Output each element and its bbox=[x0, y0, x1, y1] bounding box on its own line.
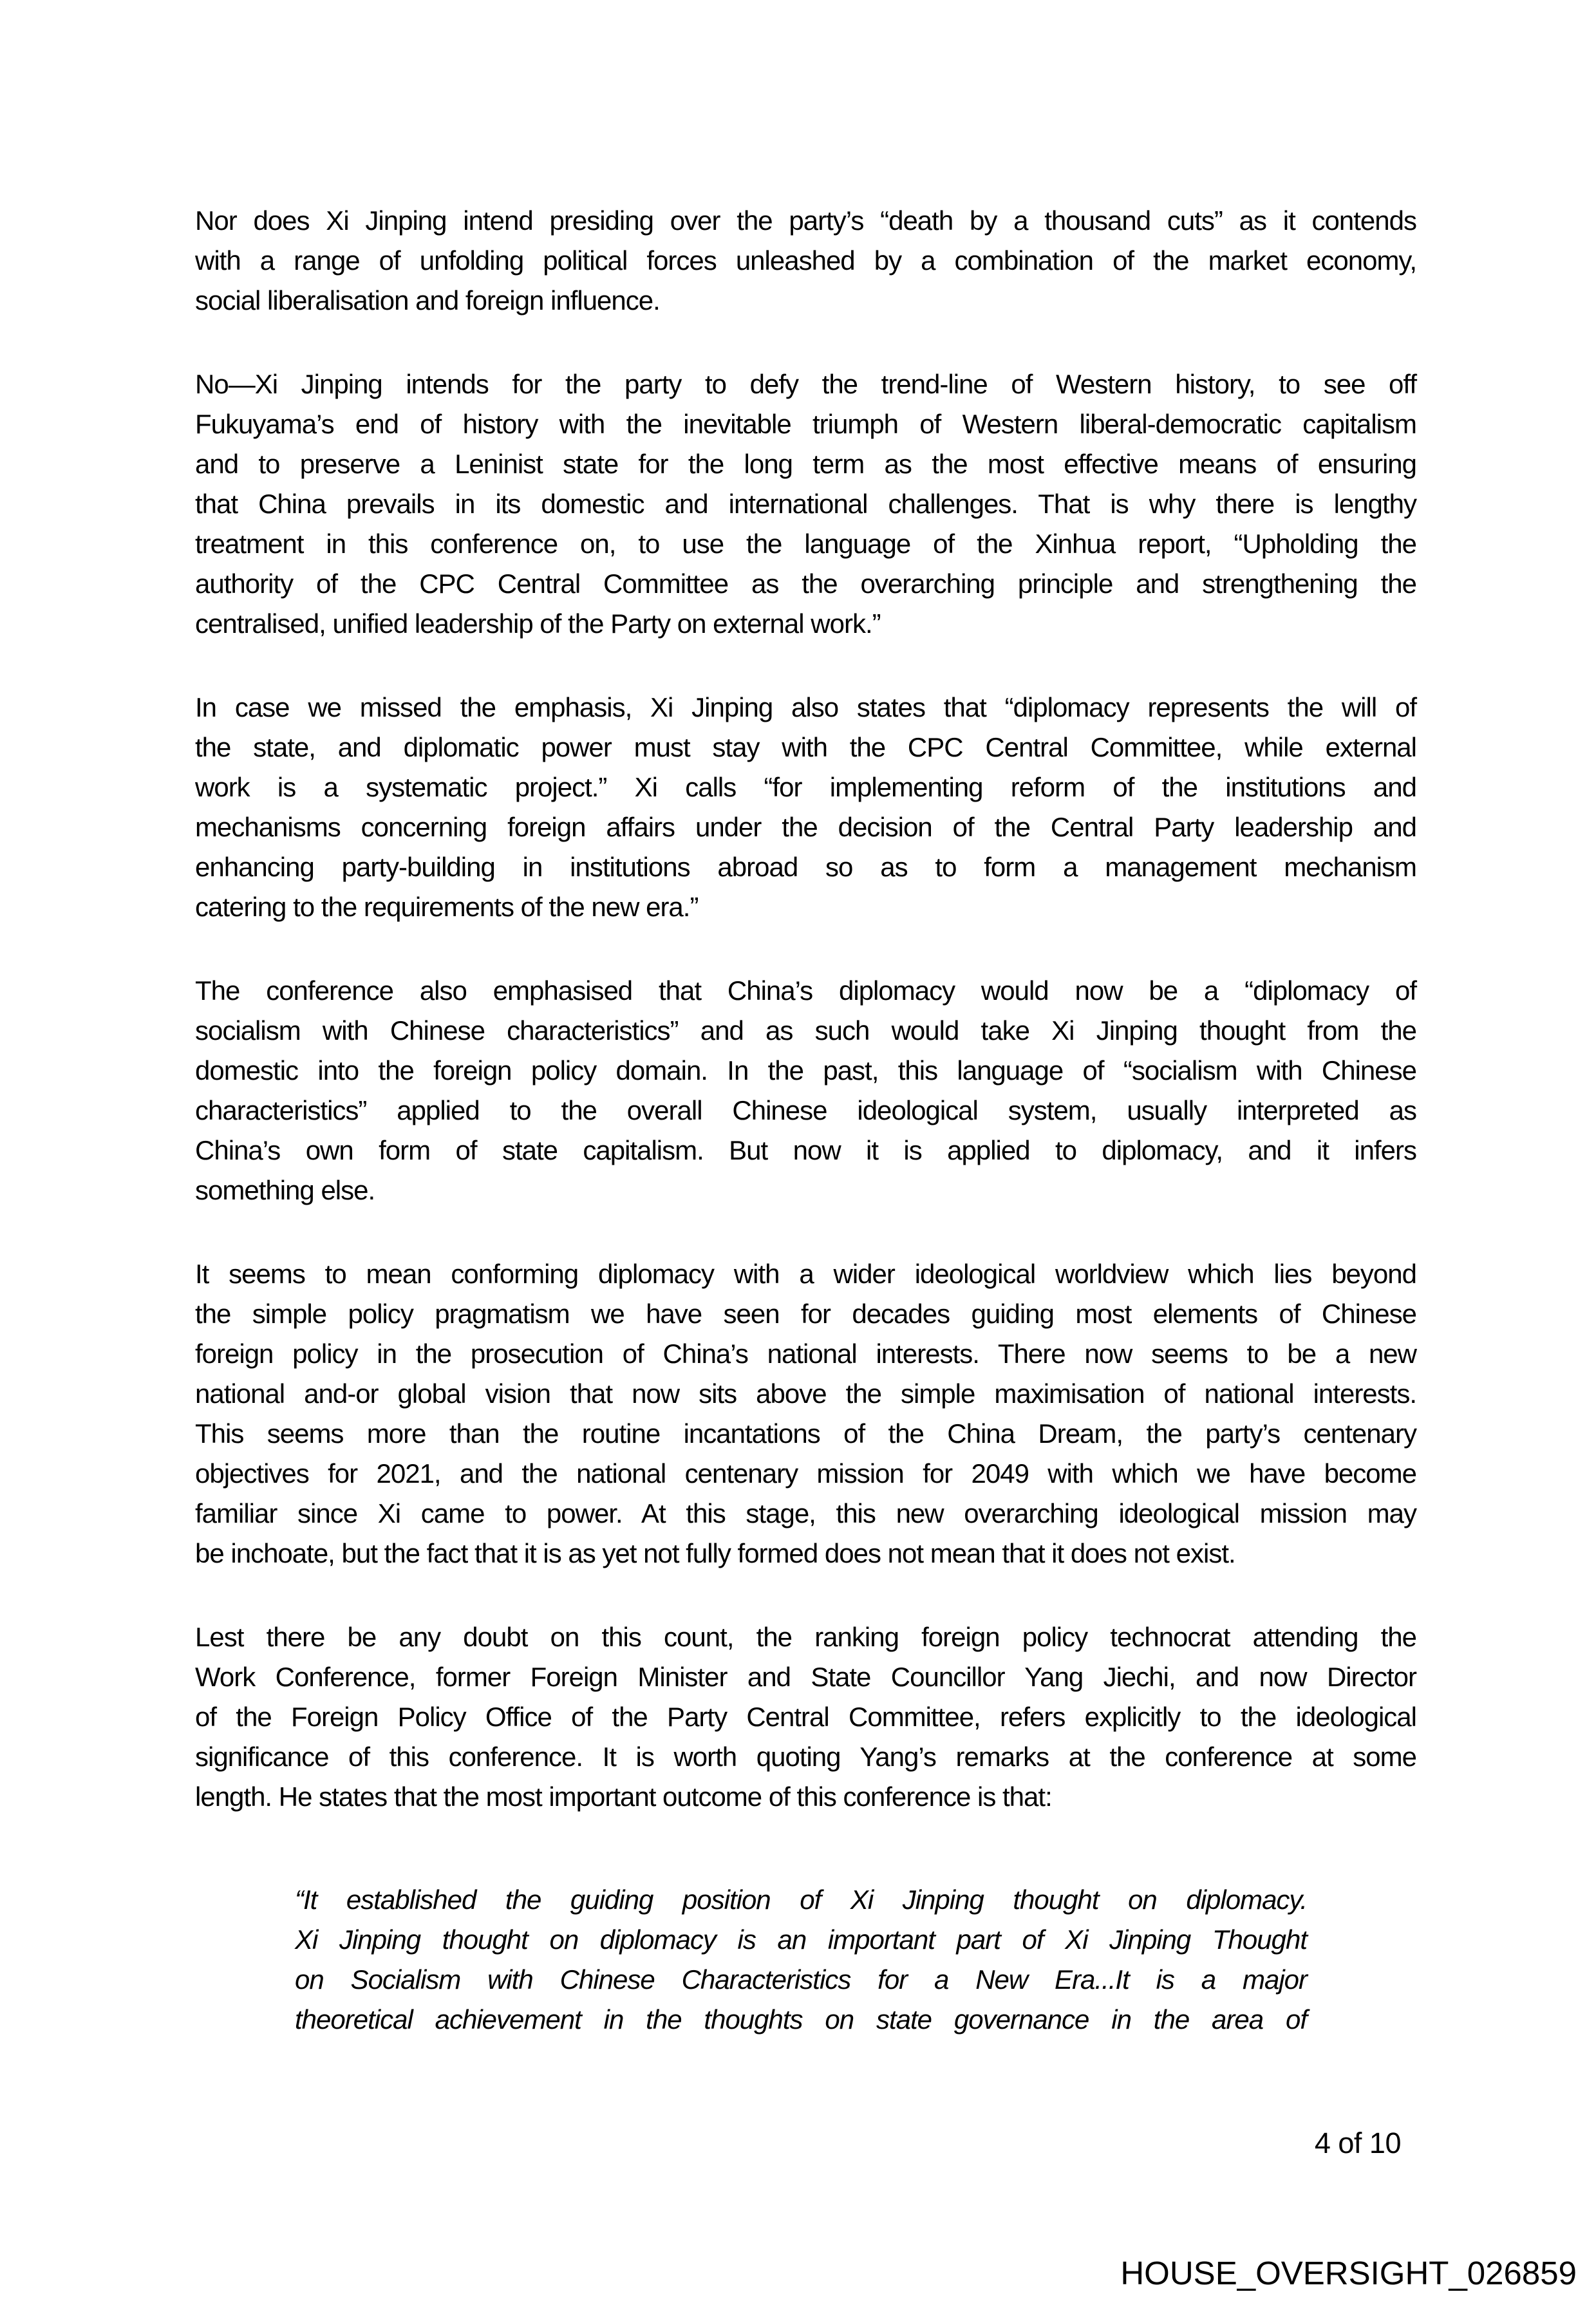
text-line: social liberalisation and foreign influence. bbox=[195, 285, 660, 315]
text-line: China’s own form of state capitalism. But now it is applied to diplomacy, and it infers bbox=[195, 1135, 1416, 1165]
text-line: socialism with Chinese characteristics” and as such would take Xi Jinping thought from the bbox=[195, 1015, 1416, 1046]
text-line: catering to the requirements of the new era.” bbox=[195, 892, 699, 922]
text-line: be inchoate, but the fact that it is as yet not fully formed does not mean that it does not exist. bbox=[195, 1538, 1235, 1568]
text-line: mechanisms concerning foreign affairs under the decision of the Central Party leadership and bbox=[195, 812, 1416, 842]
text-line: The conference also emphasised that China’s diplomacy would now be a “diplomacy of bbox=[195, 975, 1416, 1006]
text-line: on Socialism with Chinese Characteristics for a New Era...It is a major bbox=[295, 1964, 1307, 1995]
page-number: 4 of 10 bbox=[1314, 2127, 1401, 2159]
text-line: the simple policy pragmatism we have seen for decades guiding most elements of Chinese bbox=[195, 1299, 1416, 1329]
text-line: domestic into the foreign policy domain. In the past, this language of “socialism with Chinese bbox=[195, 1055, 1416, 1086]
text-line: centralised, unified leadership of the Party on external work.” bbox=[195, 608, 881, 639]
paragraph bbox=[195, 201, 1416, 321]
text-line: treatment in this conference on, to use the language of the Xinhua report, “Upholding the bbox=[195, 529, 1416, 559]
paragraph bbox=[195, 1254, 1416, 1574]
text-line: It seems to mean conforming diplomacy with a wider ideological worldview which lies beyond bbox=[195, 1259, 1416, 1289]
text-line: and to preserve a Leninist state for the long term as the most effective means of ensuring bbox=[195, 449, 1416, 479]
text-line: Xi Jinping thought on diplomacy is an important part of Xi Jinping Thought bbox=[295, 1924, 1307, 1955]
text-line: Fukuyama’s end of history with the inevitable triumph of Western liberal-democratic capitalism bbox=[195, 409, 1416, 439]
text-line: of the Foreign Policy Office of the Party Central Committee, refers explicitly to the ideological bbox=[195, 1702, 1416, 1732]
text-line: “It established the guiding position of Xi Jinping thought on diplomacy. bbox=[295, 1885, 1307, 1915]
text-line: Nor does Xi Jinping intend presiding over the party’s “death by a thousand cuts” as it contends bbox=[195, 205, 1416, 236]
text-line: foreign policy in the prosecution of China’s national interests. There now seems to be a new bbox=[195, 1339, 1416, 1369]
text-line: something else. bbox=[195, 1175, 375, 1205]
text-line: work is a systematic project.” Xi calls “for implementing reform of the institutions and bbox=[195, 772, 1416, 802]
text-line: characteristics” applied to the overall Chinese ideological system, usually interpreted as bbox=[195, 1095, 1416, 1125]
text-line: with a range of unfolding political forces unleashed by a combination of the market economy, bbox=[195, 245, 1416, 276]
paragraph bbox=[195, 1617, 1416, 1817]
text-line: length. He states that the most important outcome of this conference is that: bbox=[195, 1781, 1052, 1812]
text-line: that China prevails in its domestic and international challenges. That is why there is lengthy bbox=[195, 489, 1416, 519]
paragraph bbox=[195, 688, 1416, 927]
block-quote bbox=[195, 1880, 1416, 2040]
text-line: objectives for 2021, and the national centenary mission for 2049 with which we have become bbox=[195, 1458, 1416, 1489]
text-line: the state, and diplomatic power must stay with the CPC Central Committee, while external bbox=[195, 732, 1416, 762]
paragraph bbox=[195, 364, 1416, 644]
text-line: In case we missed the emphasis, Xi Jinping also states that “diplomacy represents the will of bbox=[195, 692, 1416, 722]
text-line: familiar since Xi came to power. At this stage, this new overarching ideological mission may bbox=[195, 1498, 1416, 1528]
bates-stamp: HOUSE_OVERSIGHT_026859 bbox=[1120, 2255, 1577, 2291]
text-line: enhancing party-building in institutions abroad so as to form a management mechanism bbox=[195, 852, 1416, 882]
paragraph bbox=[195, 971, 1416, 1210]
text-line: Lest there be any doubt on this count, the ranking foreign policy technocrat attending the bbox=[195, 1622, 1416, 1652]
text-line: No—Xi Jinping intends for the party to defy the trend-line of Western history, to see off bbox=[195, 369, 1416, 399]
text-line: This seems more than the routine incantations of the China Dream, the party’s centenary bbox=[195, 1418, 1416, 1449]
text-line: significance of this conference. It is worth quoting Yang’s remarks at the conference at some bbox=[195, 1742, 1416, 1772]
text-line: Work Conference, former Foreign Minister and State Councillor Yang Jiechi, and now Director bbox=[195, 1662, 1416, 1692]
text-line: theoretical achievement in the thoughts on state governance in the area of bbox=[295, 2004, 1307, 2035]
text-line: national and-or global vision that now sits above the simple maximisation of national interests. bbox=[195, 1378, 1416, 1409]
document-body bbox=[195, 201, 1416, 2083]
text-line: authority of the CPC Central Committee as the overarching principle and strengthening the bbox=[195, 569, 1416, 599]
